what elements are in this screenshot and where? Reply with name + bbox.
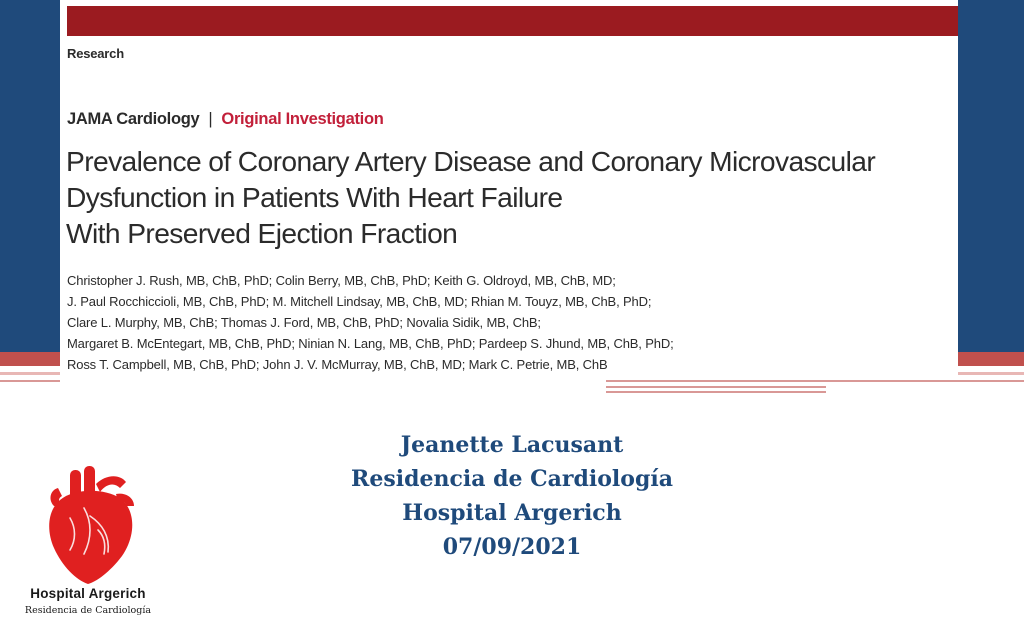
journal-line	[67, 110, 384, 129]
journal-separator: |	[208, 110, 213, 128]
title-line: With Preserved Ejection Fraction	[66, 217, 458, 249]
presenter-program: Residencia de Cardiología	[351, 466, 673, 492]
title-line: Dysfunction in Patients With Heart Failure	[66, 181, 563, 213]
author-line: J. Paul Rocchiccioli, MB, ChB, PhD; M. Mitchell Lindsay, MB, ChB, MD; Rhian M. Touyz, MB, ChB, PhD;	[67, 294, 652, 309]
article-title	[66, 143, 956, 251]
heart-icon	[40, 466, 138, 586]
logo-name: Hospital Argerich	[30, 586, 146, 601]
title-line: Prevalence of Coronary Artery Disease and Coronary Microvascular	[66, 145, 876, 177]
article-header	[60, 0, 958, 378]
article-type: Original Investigation	[221, 110, 384, 128]
decorative-line	[0, 380, 60, 382]
author-line: Clare L. Murphy, MB, ChB; Thomas J. Ford, MB, ChB, PhD; Novalia Sidik, MB, ChB;	[67, 315, 541, 330]
decorative-line	[606, 386, 826, 388]
hospital-logo	[10, 466, 166, 626]
section-label: Research	[67, 46, 124, 61]
presenter-block	[262, 428, 762, 564]
author-line: Margaret B. McEntegart, MB, ChB, PhD; Ninian N. Lang, MB, ChB, PhD; Pardeep S. Jhund, MB, ChB, PhD;	[67, 336, 674, 351]
presenter-hospital: Hospital Argerich	[402, 500, 622, 526]
author-line: Ross T. Campbell, MB, ChB, PhD; John J. V. McMurray, MB, ChB, MD; Mark C. Petrie, MB, ChB	[67, 357, 608, 372]
decorative-line	[606, 380, 1024, 382]
presentation-date: 07/09/2021	[442, 534, 582, 560]
journal-name: JAMA Cardiology	[67, 110, 200, 128]
presenter-name: Jeanette Lacusant	[400, 432, 624, 458]
author-line: Christopher J. Rush, MB, ChB, PhD; Colin Berry, MB, ChB, PhD; Keith G. Oldroyd, MB, ChB, MD;	[67, 273, 616, 288]
logo-subtitle: Residencia de Cardiología	[24, 605, 152, 616]
author-list	[67, 270, 674, 375]
decorative-line	[606, 391, 826, 393]
journal-bar	[67, 6, 958, 36]
